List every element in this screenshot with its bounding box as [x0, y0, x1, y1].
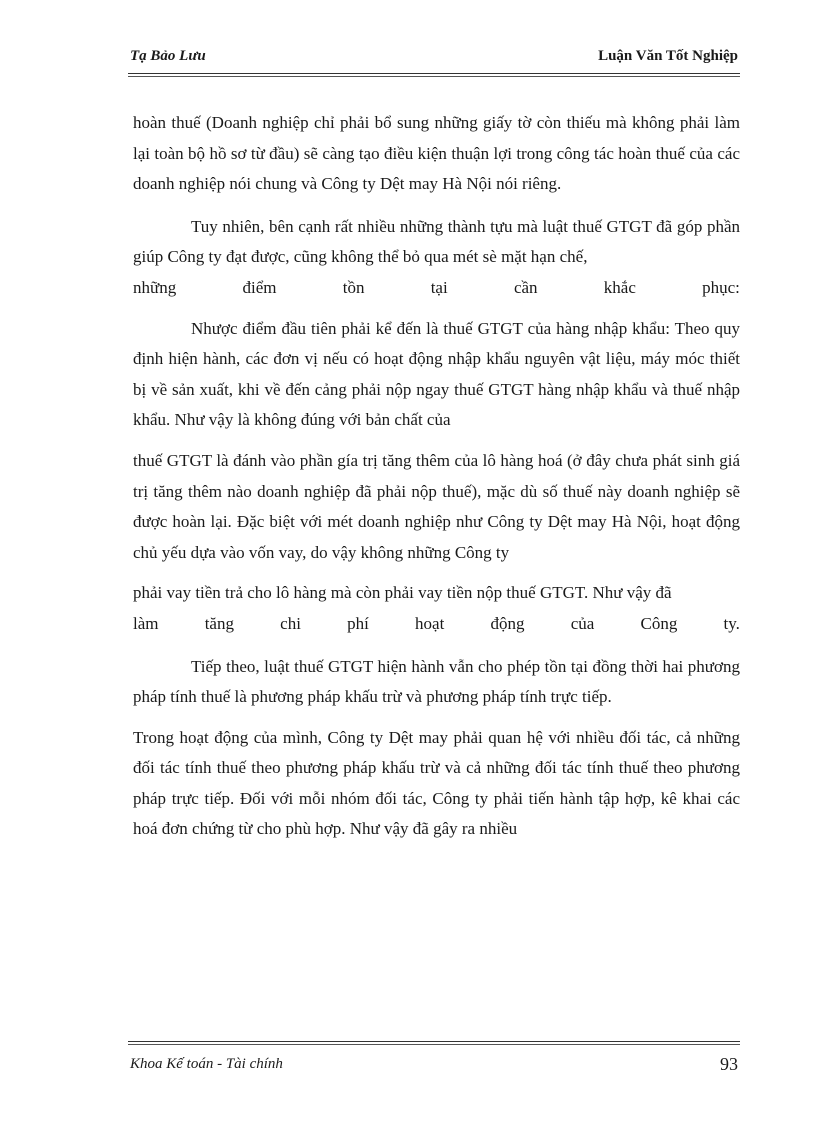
- word: tăng: [204, 613, 234, 633]
- word: cần: [513, 277, 538, 297]
- word: hoạt: [415, 613, 445, 633]
- paragraph-1: hoàn thuế (Doanh nghiệp chỉ phải bổ sung những giấy tờ còn thiếu mà không phải làm lại toàn bộ hồ sơ từ đầu) sẽ càng tạo điều kiện thuận lợi trong công tác hoàn thuế của các doanh nghiệp nói chung và Công ty Dệt may Hà Nội nói riêng.: [133, 113, 740, 194]
- footer-department: Khoa Kế toán - Tài chính: [130, 1056, 283, 1072]
- paragraph-3: Nhược điểm đầu tiên phải kể đến là thuế GTGT của hàng nhập khẩu: Theo quy định hiện hành, các đơn vị nếu có hoạt động nhập khẩu nguyên vật liệu, máy móc thiết bị về sản xuất, khi về đến cảng phải nộp ngay thuế GTGT hàng nhập khẩu và thuế nhập khẩu. Như vậy là không đúng với bản chất của: [133, 318, 740, 430]
- paragraph-4-continued: Trong hoạt động của mình, Công ty Dệt may phải quan hệ với nhiều đối tác, cả những đối tác tính thuế theo phương pháp khấu trừ và cả những đối tác tính thuế theo phương pháp trực tiếp. Đối với mỗi nhóm đối tác, Công ty phải tiến hành tập hợp, kê khai các hoá đơn chứng từ cho phù hợp. Như vậy đã gây ra nhiều: [133, 727, 740, 839]
- page-header: [130, 48, 738, 72]
- word: khắc: [603, 277, 636, 297]
- word: của: [570, 613, 595, 633]
- word: ty.: [723, 613, 740, 633]
- word: tại: [430, 277, 448, 297]
- paragraph-4: Tiếp theo, luật thuế GTGT hiện hành vẫn cho phép tồn tại đồng thời hai phương pháp tính thuế là phương pháp khấu trừ và phương pháp tính trực tiếp.: [133, 656, 740, 707]
- paragraph-2: Tuy nhiên, bên cạnh rất nhiều những thành tựu mà luật thuế GTGT đã góp phần giúp Công ty đạt được, cũng không thể bỏ qua mét sè mặt hạn chế,: [133, 216, 740, 267]
- header-author: Tạ Bảo Lưu: [130, 48, 206, 64]
- word: Công: [640, 613, 678, 633]
- page-number: 93: [720, 1054, 738, 1074]
- header-divider-thin: [128, 76, 740, 77]
- page-footer: [130, 1054, 738, 1078]
- paragraph-2-last-line: [133, 273, 740, 304]
- footer-divider-thin: [128, 1044, 740, 1045]
- paragraph-3-continued: thuế GTGT là đánh vào phần gía trị tăng thêm của lô hàng hoá (ở đây chưa phát sinh giá trị tăng thêm nào doanh nghiệp đã phải nộp thuế), mặc dù số thuế này doanh nghiệp sẽ được hoàn lại. Đặc biệt với mét doanh nghiệp như Công ty Dệt may Hà Nội, hoạt động chủ yếu dựa vào vốn vay, do vậy không những Công ty: [133, 450, 740, 562]
- word: điểm: [242, 277, 277, 297]
- word: làm: [133, 613, 159, 633]
- word: chi: [280, 613, 301, 633]
- word: động: [490, 613, 525, 633]
- header-divider: [128, 73, 740, 74]
- word: phí: [347, 613, 369, 633]
- word: phục:: [702, 277, 740, 297]
- footer-divider: [128, 1041, 740, 1042]
- word: những: [133, 277, 177, 297]
- paragraph-3-continued-2: phải vay tiền trả cho lô hàng mà còn phải vay tiền nộp thuế GTGT. Như vậy đã: [133, 583, 672, 603]
- word: tồn: [342, 277, 365, 297]
- body-text: [133, 108, 740, 845]
- header-title: Luận Văn Tốt Nghiệp: [598, 48, 738, 64]
- paragraph-3-last-line: [133, 609, 740, 640]
